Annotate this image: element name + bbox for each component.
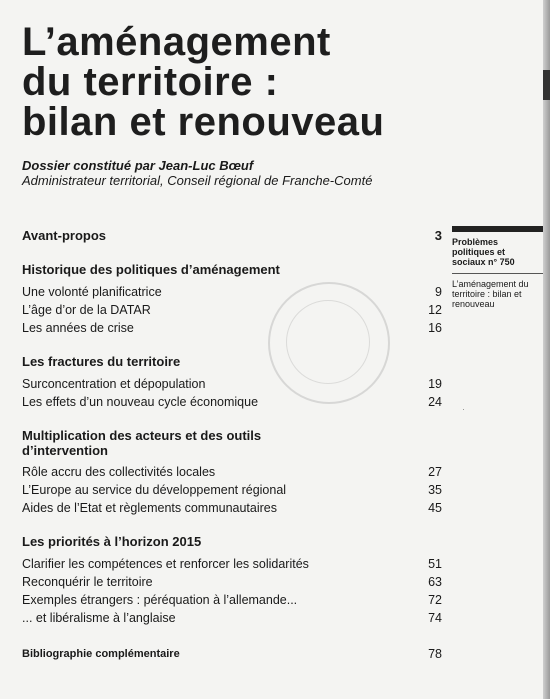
toc-entry[interactable] bbox=[22, 394, 442, 410]
document-title bbox=[22, 22, 442, 142]
section-heading-label: Historique des politiques d’aménagement bbox=[22, 262, 280, 277]
toc-label: Aides de l’Etat et règlements communautaires bbox=[22, 501, 277, 515]
toc-label: Une volonté planificatrice bbox=[22, 285, 162, 299]
toc-section-heading-3 bbox=[22, 428, 442, 460]
toc-entry[interactable] bbox=[22, 376, 442, 392]
toc-label: Avant-propos bbox=[22, 228, 107, 243]
series-sidebar bbox=[452, 226, 544, 309]
toc-label: Surconcentration et dépopulation bbox=[22, 377, 206, 391]
toc-label: L’âge d’or de la DATAR bbox=[22, 303, 151, 317]
page-edge bbox=[543, 0, 550, 699]
toc-section-heading-2 bbox=[22, 354, 442, 370]
toc-page: 74 bbox=[428, 611, 442, 625]
section-heading-label bbox=[22, 428, 362, 458]
toc-page: 72 bbox=[428, 593, 442, 607]
toc-entry[interactable] bbox=[22, 610, 442, 626]
toc-page: 24 bbox=[428, 395, 442, 409]
toc-entry[interactable] bbox=[22, 500, 442, 516]
section-heading-line-2: d’intervention bbox=[22, 443, 108, 458]
author-role: Administrateur territorial, Conseil régional de Franche-Comté bbox=[22, 173, 373, 188]
toc-label: Exemples étrangers : péréquation à l’allemande... bbox=[22, 593, 298, 607]
toc-page: 9 bbox=[435, 285, 442, 299]
toc-page: 51 bbox=[428, 557, 442, 571]
author-credit: Dossier constitué par Jean-Luc Bœuf bbox=[22, 158, 254, 173]
series-name: Problèmes politiques et sociaux n° 750 bbox=[452, 237, 515, 267]
toc-page: 78 bbox=[428, 647, 442, 661]
toc-page: 16 bbox=[428, 321, 442, 335]
sidebar-band bbox=[452, 226, 550, 232]
toc-entry[interactable] bbox=[22, 284, 442, 300]
toc-entry[interactable] bbox=[22, 592, 442, 608]
toc-page: 12 bbox=[428, 303, 442, 317]
toc-page: 63 bbox=[428, 575, 442, 589]
toc-page: 45 bbox=[428, 501, 442, 515]
toc-label: Les années de crise bbox=[22, 321, 134, 335]
sidebar-divider bbox=[452, 273, 544, 274]
toc-entry[interactable] bbox=[22, 556, 442, 572]
title-line-3: bilan et renouveau bbox=[22, 100, 385, 144]
toc-label: ... et libéralisme à l’anglaise bbox=[22, 611, 176, 625]
toc-entry[interactable] bbox=[22, 464, 442, 480]
toc-page: 3 bbox=[434, 228, 442, 243]
section-heading-line-1: Multiplication des acteurs et des outils bbox=[22, 428, 262, 443]
toc-label: Les effets d’un nouveau cycle économique bbox=[22, 395, 259, 409]
toc-entry-bibliographie[interactable] bbox=[22, 646, 442, 662]
margin-mark: · bbox=[462, 404, 465, 414]
toc-label: Bibliographie complémentaire bbox=[22, 648, 180, 660]
toc-entry[interactable] bbox=[22, 574, 442, 590]
toc-page: 27 bbox=[428, 465, 442, 479]
toc-entry[interactable] bbox=[22, 320, 442, 336]
title-line-1: L’aménagement bbox=[22, 20, 331, 64]
page-edge-tab bbox=[543, 70, 550, 100]
toc-label: Clarifier les compétences et renforcer les solidarités bbox=[22, 557, 309, 571]
toc-section-heading-1 bbox=[22, 262, 442, 278]
toc-entry[interactable] bbox=[22, 302, 442, 318]
toc-page: 19 bbox=[428, 377, 442, 391]
toc-label: L’Europe au service du développement régional bbox=[22, 483, 287, 497]
toc-entry-avant-propos[interactable] bbox=[22, 228, 442, 244]
toc-section-heading-4 bbox=[22, 534, 442, 550]
section-heading-label: Les priorités à l’horizon 2015 bbox=[22, 534, 202, 549]
title-line-2: du territoire : bbox=[22, 60, 279, 104]
section-heading-label: Les fractures du territoire bbox=[22, 354, 181, 369]
toc-entry[interactable] bbox=[22, 482, 442, 498]
toc-label: Reconquérir le territoire bbox=[22, 575, 153, 589]
toc-page: 35 bbox=[428, 483, 442, 497]
series-subtitle: L’aménagement du territoire : bilan et renouveau bbox=[452, 279, 529, 309]
author-block bbox=[22, 158, 442, 188]
toc-label: Rôle accru des collectivités locales bbox=[22, 465, 216, 479]
